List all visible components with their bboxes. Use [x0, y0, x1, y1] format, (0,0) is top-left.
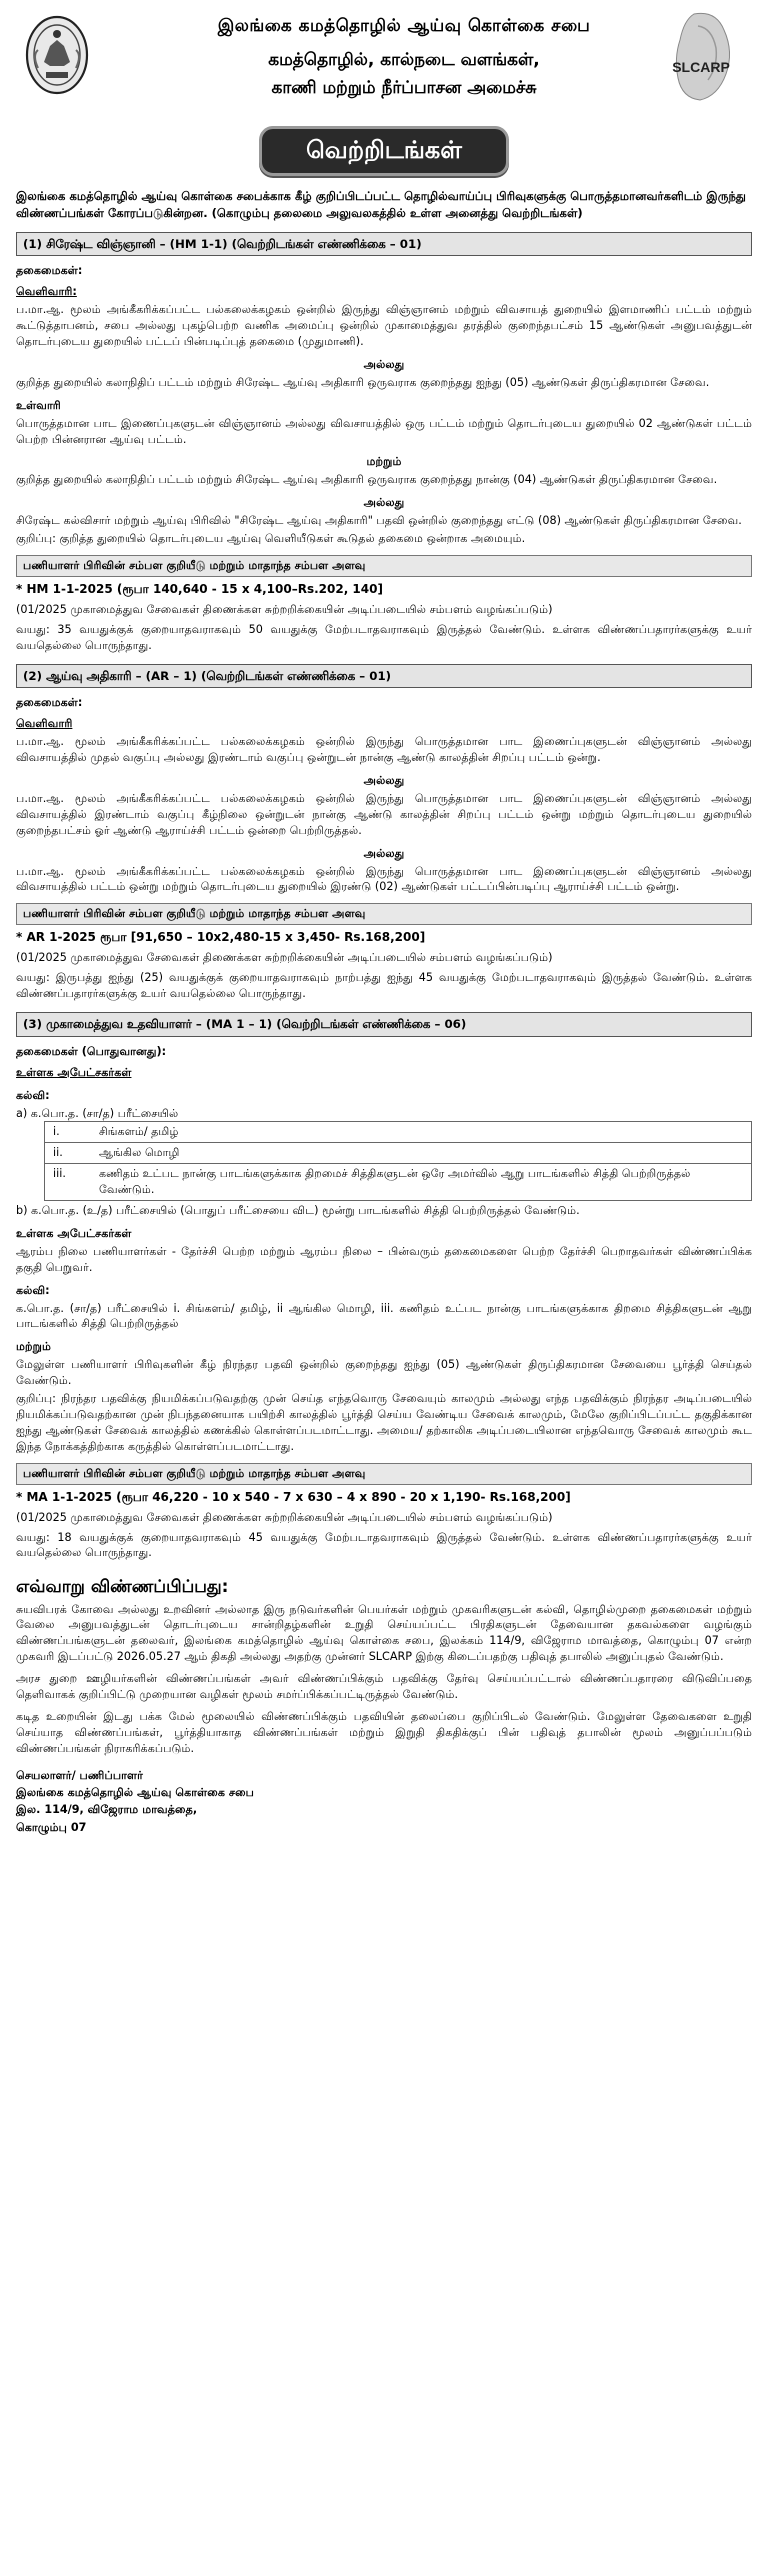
signature-line-4: கொழும்பு 07 [16, 1820, 87, 1834]
list-text: சிங்களம்/ தமிழ் [99, 1125, 179, 1139]
ministry-line-1: கமத்தொழில், கால்நடை வளங்கள், [268, 50, 540, 70]
pos1-salary: * HM 1-1-2025 (ரூபா 140,640 - 15 x 4,100–Rs.202, 140] [16, 581, 383, 596]
pos1-or-2: அல்லது [363, 496, 405, 510]
pos2-para-3: ப.மா.ஆ. மூலம் அங்கீகரிக்கப்பட்ட பல்கலைக்கழகம் ஒன்றில் இருந்து பொருத்தமான பாட இணைப்புகளுடன் விஞ்ஞானம் அல்லது விவசாயத்தில் பட்டம் ஒன்று மற்றும் தொடர்புடைய துறையில் இரண்டு (02) ஆண்டுகள் பட்டப்பின்படிப்பு ஆராய்ச்சி பட்டம் ஒன்று. [16, 864, 752, 894]
pos2-salary-bar: பணியாளர் பிரிவின் சம்பள குறியீடு மற்றும் மாதாந்த சம்பள அளவு [16, 903, 752, 925]
header [16, 8, 752, 120]
intro-text: இலங்கை கமத்தொழில் ஆய்வு கொள்கை சபைக்காக கீழ் குறிப்பிடப்பட்ட தொழில்வாய்ப்பு பிரிவுகளுக்கு பொருத்தமானவர்களிடம் இருந்து விண்ணப்பங்கள் கோரப்படுகின்றன. (கொழும்பு தலைமை அலுவலகத்தில் உள்ள அனைத்து வெற்றிடங்கள்) [16, 189, 746, 220]
pos2-note: (01/2025 முகாமைத்துவ சேவைகள் திணைக்கள சுற்றறிக்கையின் அடிப்படையில் சம்பளம் வழங்கப்படும்) [16, 951, 553, 965]
position-3-heading: (3) முகாமைத்துவ உதவியாளர் – (MA 1 – 1) (வெற்றிடங்கள் எண்ணிக்கை – 06) [16, 1012, 752, 1037]
pos1-note: (01/2025 முகாமைத்துவ சேவைகள் திணைக்கள சுற்றறிக்கையின் அடிப்படையில் சம்பளம் வழங்கப்படும்) [16, 602, 553, 616]
list-item [44, 1142, 752, 1163]
pos1-age: வயது: 35 வயதுக்குக் குறையாதவராகவும் 50 வயதுக்கு மேற்படாதவராகவும் இருத்தல் வேண்டும். உள்ளக விண்ணப்பதாரர்களுக்கு உயர் வயதெல்லை பொருந்தாது. [16, 622, 752, 652]
how-para-1: சுயவிபரக் கோவை அல்லது உறவினர் அல்லாத இரு நடுவர்களின் பெயர்கள் மற்றும் முகவரிகளுடன் கல்வி, தொழில்முறை தகைமைகள் மற்றும் வேலை அனுபவத்துடன் தொடர்புடைய சான்றிதழ்களின் உறுதி செய்யப்பட்ட பிரதிகளுடன் தேவையான தகவல்களை வழங்கும் விண்ணப்பங்களுடன் தலைவர், இலங்கை கமத்தொழில் ஆய்வு கொள்கை சபை, இலக்கம் 114/9, விஜேராம மாவத்தை, கொழும்பு 07 என்ற முகவரி இடப்பட்டு 2026.05.27 ஆம் திகதி அல்லது அதற்கு முன்னர் SLCARP இற்கு கிடைப்பதற்கு பதிவுத் தபாலில் அனுப்புதல் வேண்டும். [16, 1602, 752, 1664]
pos3-internal-applicants: உள்ளக அபேட்சகர்கள் [16, 1065, 132, 1079]
pos3-salary: * MA 1-1-2025 (ரூபா 46,220 - 10 x 540 - 7 x 630 – 4 x 890 - 20 x 1,190- Rs.168,200] [16, 1489, 571, 1504]
logo-text: SLCARP [672, 59, 730, 75]
signature-line-2: இலங்கை கமத்தொழில் ஆய்வு கொள்கை சபை [16, 1786, 254, 1800]
pos1-para-4: குறித்த துறையில் கலாநிதிப் பட்டம் மற்றும் சிரேஷ்ட ஆய்வு அதிகாரி ஒருவராக குறைந்தது நான்கு (04) ஆண்டுகள் திருப்திகரமான சேவை. [16, 473, 718, 487]
pos3-salary-bar: பணியாளர் பிரிவின் சம்பள குறியீடு மற்றும் மாதாந்த சம்பள அளவு [16, 1463, 752, 1485]
pos2-or-1: அல்லது [363, 774, 405, 788]
signature-block [16, 1767, 752, 1836]
signature-line-1: செயலாளர்/ பணிப்பாளர் [16, 1768, 143, 1782]
list-text: ஆங்கில மொழி [99, 1146, 180, 1160]
how-para-2: அரச துறை ஊழியர்களின் விண்ணப்பங்கள் அவர் விண்ணப்பிக்கும் பதவிக்கு தேர்வு செய்யப்பட்டால் விண்ணப்பதாரரை விடுவிப்பதை தெளிவாகக் குறிப்பிட்டு முறையான வழிகள் மூலம் சமர்ப்பிக்கப்பட்டிருத்தல் வேண்டும். [16, 1672, 752, 1702]
pos3-a-text: a) க.பொ.த. (சா/த) பரீட்சையில் [16, 1106, 179, 1120]
pos1-para-6: குறிப்பு: குறித்த துறையில் தொடர்புடைய ஆய்வு வெளியீடுகள் கூடுதல் தகைமை ஒன்றாக அமையும். [16, 532, 526, 546]
pos2-qual-label: தகைமைகள்: [16, 696, 83, 710]
how-para-3: கடித உறையின் இடது பக்க மேல் மூலையில் விண்ணப்பிக்கும் பதவியின் தலைப்பை குறிப்பிடல் வேண்டும். மேலுள்ள தேவைகளை உறுதி செய்யாத விண்ணப்பங்கள், பூர்த்தியாகாத விண்ணப்பங்கள் மற்றும் இறுதி திகதிக்குப் பின் பதிவுத் தபாலின் மூலம் அனுப்பப்படும் விண்ணப்பங்கள் நிராகரிக்கப்படும். [16, 1709, 752, 1755]
pos2-external-label: வெளிவாரி [16, 717, 73, 731]
pos3-internal-para: ஆரம்ப நிலை பணியாளர்கள் - தேர்ச்சி பெற்ற மற்றும் ஆரம்ப நிலை – பின்வரும் தகைமைகளை பெற்ற தேர்ச்சி பெறாதவர்கள் விண்ணப்பிக்க தகுதி பெறுவர். [16, 1244, 752, 1274]
list-text: கணிதம் உட்பட நான்கு பாடங்களுக்காக திறமைச் சித்திகளுடன் ஒரே அமர்வில் ஆறு பாடங்களில் சித்தி பெற்றிருத்தல் வேண்டும். [99, 1167, 691, 1197]
pos3-and-label: மற்றும் [16, 1340, 51, 1354]
pos1-external-label: வெளிவாரி: [16, 285, 77, 299]
pos3-b-text: b) க.பொ.த. (உ/த) பரீட்சையில் (பொதுப் பரீட்சையை விட) மூன்று பாடங்களில் சித்தி பெற்றிருத்தல் வேண்டும். [16, 1204, 580, 1218]
pos3-note-para: குறிப்பு: நிரந்தர பதவிக்கு நியமிக்கப்படுவதற்கு முன் செய்த எந்தவொரு சேவையும் காலமும் அல்லது எந்த பதவிக்கும் நிரந்தர அடிப்படையில் நியமிக்கப்படுவதற்கான முன் நிபந்தனையாக பயிற்சி காலத்தில் பூர்த்தி செய்ய வேண்டிய சேவைக் காலமும், மேலே குறிப்பிடப்பட்ட தகுதிக்கான ஐந்து ஆண்டுகள் சேவைக் காலத்தில் கணக்கில் கொள்ளப்படமாட்டாது. அமைய/ தற்காலிக அடிப்படையிலான எந்தவொரு சேவைக் காலமும் கூட இந்த நோக்கத்திற்காக கருத்தில் கொள்ளப்படமாட்டாது. [16, 1392, 752, 1453]
how-to-apply-heading: எவ்வாறு விண்ணப்பிப்பது: [16, 1577, 229, 1598]
pos2-age: வயது: இருபத்து ஐந்து (25) வயதுக்குக் குறையாதவராகவும் நாற்பத்து ஐந்து 45 வயதுக்கு மேற்படாதவராகவும் இருத்தல் வேண்டும். உள்ளக விண்ணப்பதாரர்களுக்கு உயர் வயதெல்லை பொருந்தாது. [16, 971, 752, 1001]
pos3-age: வயது: 18 வயதுக்குக் குறையாதவராகவும் 45 வயதுக்கு மேற்படாதவராகவும் இருத்தல் வேண்டும். உள்ளக விண்ணப்பதாரர்களுக்கு உயர் வயதெல்லை பொருந்தாது. [16, 1530, 752, 1560]
pos2-para-1: ப.மா.ஆ. மூலம் அங்கீகரிக்கப்பட்ட பல்கலைக்கழகம் ஒன்றில் இருந்து பொருத்தமான பாட இணைப்புகளுடன் விஞ்ஞானம் அல்லது விவசாயத்தில் முதல் வகுப்பு அல்லது இரண்டாம் வகுப்பு ஒன்றுடன் நான்கு ஆண்டு காலத்தின் சிறப்பு பட்டம் ஒன்று. [16, 735, 752, 765]
pos1-or-1: அல்லது [363, 357, 405, 371]
pos2-or-2: அல்லது [363, 846, 405, 860]
org-name: இலங்கை கமத்தொழில் ஆய்வு கொள்கை சபை [217, 16, 591, 36]
ministry-line-2: காணி மற்றும் நீர்ப்பாசன அமைச்சு [271, 78, 537, 98]
position-2-heading: (2) ஆய்வு அதிகாரி – (AR – 1) (வெற்றிடங்கள் எண்ணிக்கை – 01) [16, 664, 752, 689]
list-marker: iii. [53, 1167, 66, 1181]
pos1-qual-label: தகைமைகள்: [16, 264, 83, 278]
pos2-para-2: ப.மா.ஆ. மூலம் அங்கீகரிக்கப்பட்ட பல்கலைக்கழகம் ஒன்றில் இருந்து பொருத்தமான பாட இணைப்புகளுடன் விஞ்ஞானம் அல்லது விவசாயத்தில் இரண்டாம் வகுப்பு கீழ்நிலை ஒன்றுடன் நான்கு ஆண்டு காலத்தின் சிறப்பு பட்டம் ஒன்று மற்றும் தொடர்புடைய துறையில் குறைந்தபட்சம் ஓர் ஆண்டு ஆராய்ச்சி பட்டம் ஒன்றை பெற்றிருத்தல். [16, 791, 752, 837]
pos3-edu-label: கல்வி: [16, 1088, 50, 1102]
pos1-para-1: ப.மா.ஆ. மூலம் அங்கீகரிக்கப்பட்ட பல்கலைக்கழகம் ஒன்றில் இருந்து விஞ்ஞானம் மற்றும் விவசாயத் துறையில் இளமாணிப் பட்டம் மற்றும் கூட்டுத்தாபனம், சபை அல்லது புகழ்பெற்ற வணிக அமைப்பு ஒன்றில் முகாமைத்துவ தரத்தில் குறைந்தபட்சம் 15 ஆண்டுகள் அனுபவத்துடன் தொடர்புடைய துறையில் பட்டப் பின்படிப்புத் தகைமை (முதுமாணி). [16, 303, 752, 349]
pos3-edu2-para: க.பொ.த. (சா/த) பரீட்சையில் i. சிங்களம்/ தமிழ், ii ஆங்கில மொழி, iii. கணிதம் உட்பட நான்கு பாடங்களுக்காக திறமை சித்திகளுடன் ஆறு பாடங்களில் சித்தி பெற்றிருத்தல் [16, 1301, 752, 1331]
pos1-and-1: மற்றும் [366, 455, 402, 469]
pos2-salary: * AR 1-2025 ரூபா [91,650 – 10x2,480-15 x 3,450- Rs.168,200] [16, 930, 426, 945]
signature-line-3: இல. 114/9, விஜேராம மாவத்தை, [16, 1803, 198, 1817]
page-title: வெற்றிடங்கள் [259, 126, 509, 176]
list-marker: i. [53, 1125, 60, 1139]
pos1-salary-bar: பணியாளர் பிரிவின் சம்பள குறியீடு மற்றும் மாதாந்த சம்பள அளவு [16, 555, 752, 577]
list-item [44, 1163, 752, 1201]
pos3-note: (01/2025 முகாமைத்துவ சேவைகள் திணைக்கள சுற்றறிக்கையின் அடிப்படையில் சம்பளம் வழங்கப்படும்) [16, 1510, 553, 1524]
pos3-service-para: மேலுள்ள பணியாளர் பிரிவுகளின் கீழ் நிரந்தர பதவி ஒன்றில் குறைந்தது ஐந்து (05) ஆண்டுகள் திருப்திகரமான சேவையை பூர்த்தி செய்தல் வேண்டும். [16, 1358, 752, 1388]
pos1-para-2: குறித்த துறையில் கலாநிதிப் பட்டம் மற்றும் சிரேஷ்ட ஆய்வு அதிகாரி ஒருவராக குறைந்தது ஐந்து (05) ஆண்டுகள் திருப்திகரமான சேவை. [16, 375, 710, 389]
pos3-edu2-label: கல்வி: [16, 1283, 50, 1297]
pos3-subject-list [44, 1121, 752, 1201]
list-item [44, 1121, 752, 1142]
slcarp-logo-icon [654, 8, 748, 112]
list-marker: ii. [53, 1146, 63, 1160]
position-1-heading: (1) சிரேஷ்ட விஞ்ஞானி – (HM 1-1) (வெற்றிடங்கள் எண்ணிக்கை – 01) [16, 232, 752, 257]
pos3-internal-label: உள்ளக அபேட்சகர்கள் [16, 1226, 132, 1240]
pos1-para-3: பொருத்தமான பாட இணைப்புகளுடன் விஞ்ஞானம் அல்லது விவசாயத்தில் ஒரு பட்டம் மற்றும் தொடர்புடைய துறையில் 02 ஆண்டுகள் பட்டம் பெற்ற பின்னரான ஆய்வு பட்டம். [16, 416, 752, 446]
sri-lanka-emblem-icon [24, 10, 90, 100]
pos3-qual-label: தகைமைகள் (பொதுவானது): [16, 1044, 167, 1058]
pos1-internal-label: உள்வாரி [16, 398, 61, 412]
pos1-para-5: சிரேஷ்ட கல்விசார் மற்றும் ஆய்வு பிரிவில் "சிரேஷ்ட ஆய்வு அதிகாரி" பதவி ஒன்றில் குறைந்தது எட்டு (08) ஆண்டுகள் திருப்திகரமான சேவை. [16, 514, 742, 528]
